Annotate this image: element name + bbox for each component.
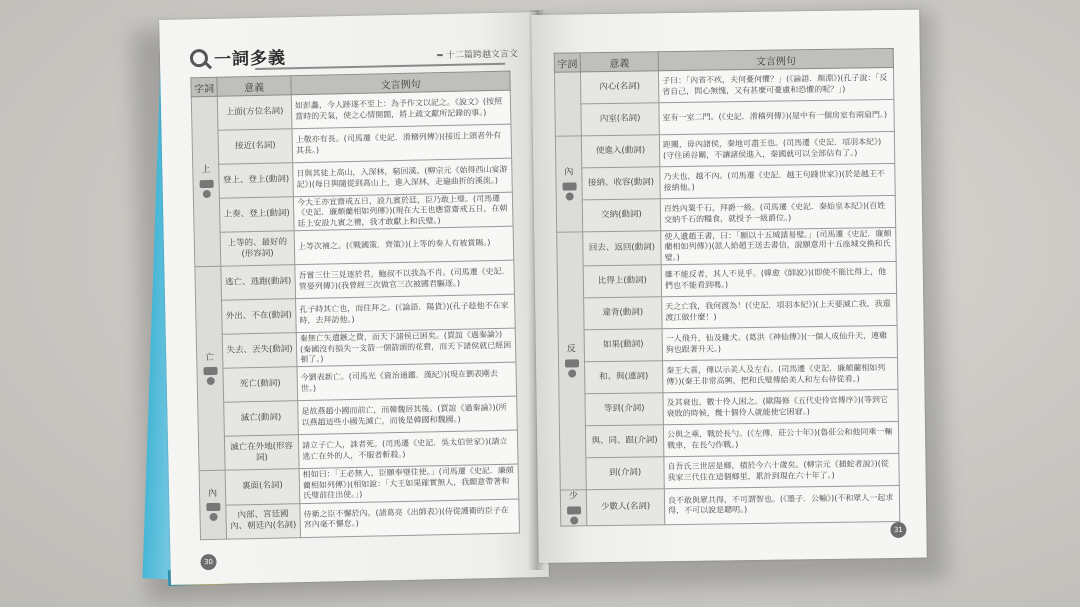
meaning-cell: 與、同、跟(介詞) — [585, 425, 663, 458]
page-number-left: 30 — [200, 554, 216, 570]
word-badge — [564, 359, 578, 367]
meaning-cell: 上等的、最好的(形容詞) — [220, 231, 295, 267]
example-cell: 雖不能反者，其人不見乎。(韓愈《師說》)(即使不能比得上，他們也不能看到嗎。) — [661, 262, 896, 297]
example-cell: 使人遺趙王書，曰：「願以十五城請易璧。」(司馬遷《史記．廉頗藺相如列傳》)(派人給趙王送去書信，說願意用十五座城交換和氏璧。) — [661, 227, 896, 264]
example-cell: 相如曰：「王必無人，臣願奉璧往使。」(司馬遷《史記．廉頗藺相如列傳》)(相如說：「大王如果確實無人，我願意帶著和氏璧前往出使。」) — [299, 464, 519, 503]
meaning-cell: 內室(名詞) — [581, 103, 659, 136]
header-meaning: 意義 — [217, 76, 291, 97]
example-cell: 一人飛升，仙及雞犬。(葛洪《神仙傳》)(一個人成仙升天，連雞狗也跟著升天。) — [662, 326, 897, 361]
example-cell: 室有一室二門。(《史記．滑稽列傳》)(屋中有一個房室有兩扇門。) — [659, 99, 894, 134]
vocab-table-left — [190, 71, 520, 540]
example-cell: 乃夫也，越不內。(司馬遷《史記．越王句踐世家》)(於是越王不接納他。) — [660, 163, 895, 198]
table-row — [555, 99, 894, 136]
meaning-cell: 交納(動詞) — [582, 199, 660, 232]
table-row — [557, 227, 896, 266]
header-meaning: 意義 — [580, 52, 658, 72]
example-cell: 侍衛之臣不懈於內。(諸葛亮《出師表》)(侍從護衛的臣子在宮內毫不懈怠。) — [300, 499, 520, 538]
example-cell: 吾嘗三仕三見逐於君，鮑叔不以我為不肖。(司馬遷《史記．管晏列傳》)(我曾經三次做官三次被國君驅逐。) — [295, 260, 515, 299]
table-row — [556, 195, 895, 232]
meaning-cell: 使進入(動詞) — [581, 135, 659, 168]
table-row — [559, 358, 898, 395]
header-example: 文言例句 — [658, 48, 893, 70]
example-cell: 上敬亦有長。(司馬遷《史記．滑稽列傳》)(接近上頭者外有其長。) — [292, 124, 512, 163]
meaning-cell: 少數人(名詞) — [586, 489, 664, 526]
table-row — [558, 326, 897, 363]
magnifier-icon — [190, 48, 208, 66]
example-cell: 公與之乘，戰於長勺。(《左傳．莊公十年》)(魯莊公和他同乘一輛戰車，在長勺作戰。) — [663, 422, 898, 457]
meaning-cell: 如果(動詞) — [584, 329, 662, 362]
meaning-cell: 和、與(連詞) — [585, 361, 663, 394]
meaning-cell: 失去、丟失(動詞) — [222, 333, 297, 369]
meaning-cell: 逃亡、逃跑(動詞) — [221, 265, 296, 301]
example-cell: 秦無亡矢遺鏃之費，而天下諸侯已困矣。(賈誼《過秦論》)(秦國沒有損失一支箭一個箭頭的花費，而天下諸侯就已經困頓了。) — [296, 328, 516, 367]
meaning-cell: 死亡(動詞) — [223, 367, 298, 403]
word-cell — [554, 72, 581, 136]
meaning-cell: 等到(介詞) — [585, 393, 663, 426]
meaning-cell: 比得上(動詞) — [583, 265, 661, 298]
example-cell: 良不敢與眾共得，不可謂智也。(《墨子．公輸》)(不和眾人一起求得，不可以說是聰明。) — [664, 486, 899, 525]
word-badge — [199, 180, 213, 188]
meaning-cell: 上面(方位名詞) — [217, 95, 292, 131]
meaning-cell: 登上、登上(動詞) — [219, 163, 294, 199]
table-row — [200, 499, 520, 540]
word-cell — [557, 232, 587, 491]
series-label — [437, 46, 518, 61]
word-text: 內 — [564, 167, 574, 178]
example-cell: 秦王大喜，傳以示美人及左右。(司馬遷《史記．廉頗藺相如列傳》)(秦王非常高興，把和氏璧傳給美人和左右侍從看。) — [663, 358, 898, 393]
meaning-cell: 上奏、登上(動詞) — [219, 197, 294, 233]
series-tag — [437, 54, 443, 56]
example-cell: 自吾氏三世居是鄉，積於今六十歲矣。(柳宗元《捕蛇者說》)(從我家三代住在這個鄉里，累計到現在六十年了。) — [664, 454, 899, 489]
meaning-cell: 到(介詞) — [586, 457, 664, 490]
example-cell: 孔子時其亡也，而往拜之。(《論語．陽貨》)(孔子趁他不在家時，去拜訪他。) — [296, 294, 516, 333]
example-cell: 天之亡我，我何渡為！(《史記．項羽本紀》)(上天要滅亡我，我還渡江做什麼！) — [662, 294, 897, 329]
table-row — [554, 67, 893, 104]
word-dot-icon — [202, 190, 210, 198]
example-cell: 日與其徒上高山，入深林，窮回溪。(柳宗元《始得西山宴游記》)(每日與隨從到高山上，進入深林，走遍曲折的溪流。) — [293, 158, 513, 197]
example-cell: 百姓內粟千石，拜爵一級。(司馬遷《史記．秦始皇本紀》)(百姓交納千石的糧食，就授予一級爵位。) — [660, 195, 895, 230]
meaning-cell: 回去、返回(動詞) — [583, 231, 661, 266]
table-row — [560, 454, 899, 491]
meaning-cell: 接近(名詞) — [218, 129, 293, 165]
word-cell — [560, 490, 586, 526]
vocab-table-body — [554, 67, 899, 525]
meaning-cell: 滅亡(動詞) — [224, 401, 299, 437]
word-text: 反 — [566, 344, 576, 355]
page-number-right: 31 — [890, 522, 906, 538]
left-page — [159, 12, 549, 585]
vocab-table-body — [191, 90, 519, 539]
meaning-cell: 違背(動詞) — [584, 297, 662, 330]
word-text: 內 — [207, 488, 218, 499]
word-badge — [567, 506, 581, 514]
section-title: 一詞多義 — [213, 48, 287, 70]
table-row — [559, 390, 898, 427]
example-cell: 是故燕趙小國而前亡，而韓魏居其後。(賈誼《過秦論》)(所以燕趙這些小國先滅亡，而後是韓國和魏國。) — [298, 396, 518, 435]
word-text: 上 — [201, 165, 211, 176]
word-cell — [555, 136, 582, 232]
header-word: 字詞 — [191, 77, 217, 97]
word-badge — [562, 182, 576, 190]
word-text: 亡 — [205, 352, 215, 363]
word-badge — [203, 367, 217, 375]
meaning-cell: 內部、宮廷國內、朝廷內(名詞) — [226, 503, 301, 539]
word-dot-icon — [568, 369, 576, 377]
word-dot-icon — [209, 513, 217, 521]
table-row — [556, 163, 895, 200]
vocab-table-right — [554, 48, 901, 526]
table-row — [560, 486, 899, 526]
word-cell — [191, 96, 221, 267]
header-rule — [255, 63, 505, 70]
example-cell: 及其衰也，數十伶人困之。(歐陽修《五代史伶官傳序》)(等到它衰敗的時候，幾十個伶人就能使它困窘。) — [663, 390, 898, 425]
example-cell: 距關，毋內諸侯，秦地可盡王也。(司馬遷《史記．項羽本紀》)(守住函谷關，不讓諸侯進入，秦國就可以全部佔有了。) — [659, 131, 894, 166]
table-row — [558, 294, 897, 331]
example-cell: 今大王亦宜齋戒五日，設九賓於廷，臣乃敢上璧。(司馬遷《史記．廉頗藺相如列傳》)(現在大王也應當齋戒五日，在朝廷上安設九賓之禮，我才敢獻上和氏璧。) — [293, 192, 513, 231]
meaning-cell: 外出、不在(動詞) — [222, 299, 297, 335]
example-cell: 如彭蠡，今人跡遂不至上：為予作文以記之。《說文》(按照當時的天氣，使之心情開闊，將上疏文獻所記錄的事。) — [291, 90, 511, 129]
word-cell — [199, 471, 226, 540]
header-word: 字詞 — [554, 53, 580, 72]
word-badge — [206, 503, 220, 511]
meaning-cell: 內心(名詞) — [580, 71, 658, 104]
table-row — [559, 422, 898, 459]
table-row — [557, 262, 896, 299]
word-dot-icon — [570, 516, 578, 524]
meaning-cell: 裏面(名詞) — [225, 469, 300, 505]
example-cell: 請立子亡人，誅者死。(司馬遷《史記．吳太伯世家》)(請立逃亡在外的人，不服者斬殺。) — [298, 430, 518, 469]
word-dot-icon — [565, 192, 573, 200]
meaning-cell: 接納、收容(動詞) — [582, 167, 660, 200]
meaning-cell: 滅亡在外地(形容詞) — [224, 435, 299, 471]
word-dot-icon — [206, 377, 214, 385]
example-cell: 今劉表新亡。(司馬光《資治通鑑．漢紀》)(現在劉表剛去世。) — [297, 362, 517, 401]
right-page — [531, 10, 927, 563]
word-text: 少 — [568, 491, 578, 502]
header-example: 文言例句 — [291, 71, 510, 95]
section-header — [190, 43, 287, 70]
table-row — [555, 131, 894, 168]
example-cell: 上等次補之。(《戰國策．齊策》)(上等的奏人有被賞賜。) — [294, 226, 514, 265]
series-title: 十二篇跨越文言文 — [445, 49, 519, 61]
example-cell: 子曰：「內省不疚，夫何憂何懼？」(《論語．顏淵》)(孔子說：「反省自己，問心無愧，又有甚麼可憂慮和恐懼的呢？」) — [658, 67, 893, 102]
